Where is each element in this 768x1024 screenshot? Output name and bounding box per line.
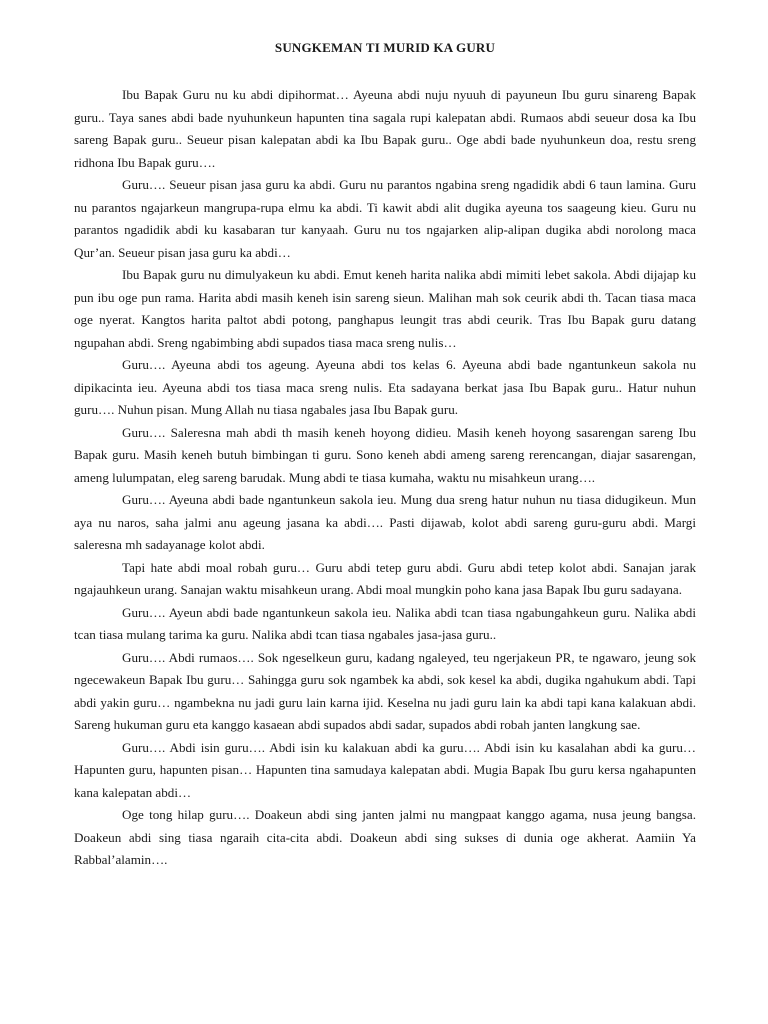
paragraph-6: Guru…. Ayeuna abdi bade ngantunkeun sakola ieu. Mung dua sreng hatur nuhun nu tiasa didugikeun. Mun aya nu naros, saha jalmi anu ageung jasana ka abdi…. Pasti dijawab, kolot abdi sareng guru-guru abdi. Margi saleresna mh sadayanage kolot abdi. [74, 492, 696, 552]
paragraph-5: Guru…. Saleresna mah abdi th masih keneh hoyong didieu. Masih keneh hoyong sasarengan sareng Ibu Bapak guru. Masih keneh butuh bimbingan ti guru. Sono keneh abdi ameng sareng rerencangan, diajar sasarengan, ameng lulumpatan, eleg sareng barudak. Mung abdi te tiasa kumaha, waktu nu misahkeun urang…. [74, 424, 696, 485]
paragraph-2: Guru…. Seueur pisan jasa guru ka abdi. Guru nu parantos ngabina sreng ngadidik abdi 6 taun lamina. Guru nu parantos ngajarkeun mangrupa-rupa elmu ka abdi. Ti kawit abdi alit dugika ayeuna tos saageung kieu. Guru nu parantos ngadidik abdi ku kasabaran tur kanyaah. Guru nu tos ngajarken alip-alipan dugika abdi norolong maca Qur’an. Seueur pisan jasa guru ka abdi… [74, 177, 696, 260]
document-page [74, 38, 696, 872]
paragraph-11: Oge tong hilap guru…. Doakeun abdi sing janten jalmi nu mangpaat kanggo agama, nusa jeung bangsa. Doakeun abdi sing tiasa ngaraih cita-cita abdi. Doakeun abdi sing sukses di dunia oge akherat. Aamiin Ya Rabbal’alamin…. [74, 807, 696, 867]
paragraph-8: Guru…. Ayeun abdi bade ngantunkeun sakola ieu. Nalika abdi tcan tiasa ngabungahkeun guru. Nalika abdi tcan tiasa mulang tarima ka guru. Nalika abdi tcan tiasa ngabales jasa-jasa guru.. [74, 604, 696, 642]
paragraph-1: Ibu Bapak Guru nu ku abdi dipihormat… Ayeuna abdi nuju nyuuh di payuneun Ibu guru sinareng Bapak guru.. Taya sanes abdi bade nyuhunkeun hapunten tina sagala rupi kalepatan abdi. Rumaos abdi seueur dosa ka Ibu sareng Bapak guru.. Seueur pisan kalepatan abdi ka Ibu Bapak guru.. Oge abdi bade nyuhunkeun doa, restu sreng ridhona Ibu Bapak guru…. [74, 87, 696, 170]
paragraph-3: Ibu Bapak guru nu dimulyakeun ku abdi. Emut keneh harita nalika abdi mimiti lebet sakola. Abdi dijajap ku pun ibu oge pun rama. Harita abdi masih keneh isin sareng sieun. Malihan mah sok ceurik abdi th. Tacan tiasa maca oge nyerat. Kangtos harita paltot abdi potong, panghapus leungit tras abdi ceurik. Tras Ibu Bapak guru datang ngupahan abdi. Sreng ngabimbing abdi supados tiasa maca sreng nulis… [74, 267, 696, 350]
paragraph-4: Guru…. Ayeuna abdi tos ageung. Ayeuna abdi tos kelas 6. Ayeuna abdi bade ngantunkeun sakola nu dipikacinta ieu. Ayeuna abdi tos tiasa maca sreng nulis. Eta sadayana berkat jasa Ibu Bapak guru.. Hatur nuhun guru…. Nuhun pisan. Mung Allah nu tiasa ngabales jasa Ibu Bapak guru. [74, 357, 696, 417]
paragraph-7: Tapi hate abdi moal robah guru… Guru abdi tetep guru abdi. Guru abdi tetep kolot abdi. Sanajan jarak ngajauhkeun urang. Sanajan waktu misahkeun urang. Abdi moal mungkin poho kana jasa Bapak Ibu guru sadayana. [74, 559, 696, 597]
paragraph-10: Guru…. Abdi isin guru…. Abdi isin ku kalakuan abdi ka guru…. Abdi isin ku kasalahan abdi ka guru… Hapunten guru, hapunten pisan… Hapunten tina samudaya kalepatan abdi. Mugia Bapak Ibu guru kersa ngahapunten kana kalepatan abdi… [74, 739, 696, 800]
paragraph-9: Guru…. Abdi rumaos…. Sok ngeselkeun guru, kadang ngaleyed, teu ngerjakeun PR, te ngawaro, jeung sok ngecewakeun Bapak Ibu guru… Sahingga guru sok ngambek ka abdi, sok kesel ka abdi, dugika ngahukum abdi. Tapi abdi yakin guru… ngambekna nu jadi guru lain karna ijid. Keselna nu jadi guru lain ka abdi tapi kana kalakuan abdi. Sareng hukuman guru eta kanggo kasaean abdi supados abdi sadar, supados abdi robah janten langkung sae. [74, 649, 696, 732]
document-title: SUNGKEMAN TI MURID KA GURU [274, 40, 496, 55]
